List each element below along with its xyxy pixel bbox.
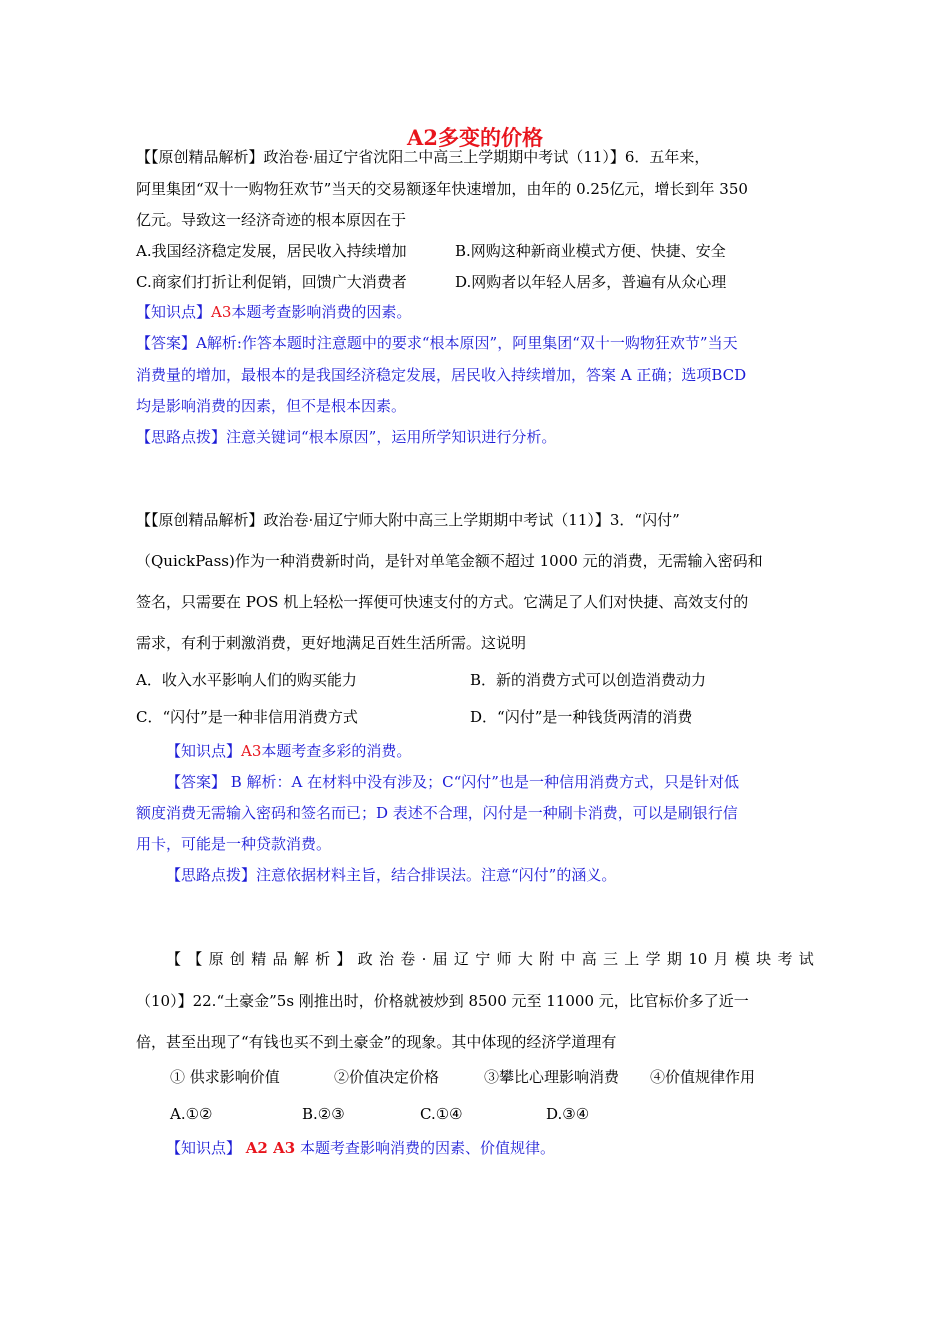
q1-stem-line-1: 【【原创精品解析】政治卷·届辽宁省沈阳二中高三上学期期中考试（11）】6．五年来，: [136, 148, 710, 166]
q3-char: 宁: [475, 950, 491, 968]
q3-stem-line-3: 倍，甚至出现了“有钱也买不到土豪金”的现象。其中体现的经济学道理有: [136, 1033, 617, 1051]
q1-tips: 【思路点拨】注意关键词“根本原因”，运用所学知识进行分析。: [136, 428, 557, 446]
q3-char: 试: [798, 950, 814, 968]
q3-char: 精: [251, 950, 267, 968]
q2-answer-line-2: 额度消费无需输入密码和签名而已；D 表述不合理，闪付是一种刷卡消费，可以是刷银行信: [136, 804, 738, 822]
q1-stem-line-2: 阿里集团“双十一购物狂欢节”当天的交易额逐年快速增加，由年的 0.25亿元，增长到年 350: [136, 180, 748, 198]
q3-knowledge-text: 本题考查影响消费的因素、价值规律。: [299, 1139, 555, 1157]
q3-char: 析: [315, 950, 331, 968]
q2-stem-line-1: 【【原创精品解析】政治卷·届辽宁师大附中高三上学期期中考试（11）】3．“闪付”: [136, 511, 680, 529]
q3-char: 高: [581, 950, 597, 968]
q3-item-3: ③攀比心理影响消费: [484, 1068, 620, 1086]
q3-char: 辽: [453, 950, 469, 968]
q2-knowledge-code: A3: [241, 742, 262, 760]
q1-answer-line-1: 【答案】A解析:作答本题时注意题中的要求“根本原因”，阿里集团“双十一购物狂欢节”当天: [136, 334, 738, 352]
q2-stem-line-4: 需求，有利于刺激消费，更好地满足百姓生活所需。这说明: [136, 634, 527, 652]
q1-option-d: D.网购者以年轻人居多，普遍有从众心理: [455, 273, 727, 291]
q2-option-d: D．“闪付”是一种钱货两清的消费: [470, 708, 693, 726]
q3-choice-c: C.①④: [420, 1105, 463, 1123]
q2-option-a: A．收入水平影响人们的购买能力: [136, 671, 357, 689]
q1-knowledge-label: 【知识点】: [136, 303, 212, 321]
q3-char: 上: [624, 950, 640, 968]
q3-choice-a: A.①②: [170, 1105, 213, 1123]
q3-knowledge-label: 【知识点】: [166, 1139, 242, 1157]
q3-choice-d: D.③④: [546, 1105, 590, 1123]
q3-char: 创: [229, 950, 245, 968]
q3-item-1: ① 供求影响价值: [170, 1068, 280, 1086]
q3-char: 中: [560, 950, 576, 968]
q3-char: 期: [666, 950, 682, 968]
q3-char: 大: [517, 950, 533, 968]
q3-char: 届: [432, 950, 448, 968]
q1-option-c: C.商家们打折让利促销，回馈广大消费者: [136, 273, 407, 291]
q2-knowledge-text: 本题考查多彩的消费。: [261, 742, 412, 760]
q2-tips: 【思路点拨】注意依据材料主旨，结合排误法。注意“闪付”的涵义。: [166, 866, 617, 884]
q3-knowledge-code: A2 A3: [245, 1139, 296, 1157]
q2-stem-line-3: 签名，只需要在 POS 机上轻松一挥便可快速支付的方式。它满足了人们对快捷、高效支付的: [136, 593, 749, 611]
q1-stem-line-3: 亿元。导致这一经济奇迹的根本原因在于: [136, 211, 407, 229]
q3-char: 师: [496, 950, 512, 968]
q3-char: 【: [166, 950, 182, 968]
q3-char: 】: [336, 950, 352, 968]
q3-char: 政: [357, 950, 373, 968]
q1-knowledge-point: [136, 301, 411, 323]
q3-char: 附: [539, 950, 555, 968]
q2-knowledge-point: [166, 740, 411, 762]
q2-answer-line-1: 【答案】 B 解析：A 在材料中没有涉及；C“闪付”也是一种信用消费方式，只是针对低: [166, 773, 739, 791]
q3-item-4: ④价值规律作用: [650, 1068, 756, 1086]
q3-char: 解: [293, 950, 309, 968]
q3-char: 学: [645, 950, 661, 968]
q3-item-2: ②价值决定价格: [334, 1068, 440, 1086]
q3-char: 治: [378, 950, 394, 968]
q2-option-c: C．“闪付”是一种非信用消费方式: [136, 708, 358, 726]
q1-answer-line-3: 均是影响消费的因素，但不是根本因素。: [136, 397, 407, 415]
q3-char: 考: [777, 950, 793, 968]
q1-option-b: B.网购这种新商业模式方便、快捷、安全: [455, 242, 726, 260]
q3-char: 【: [187, 950, 203, 968]
q3-char: 原: [208, 950, 224, 968]
q3-char: 品: [272, 950, 288, 968]
q2-stem-line-2: （QuickPass)作为一种消费新时尚，是针对单笔金额不超过 1000 元的消费，无需输入密码和: [136, 552, 763, 570]
q3-char: 块: [756, 950, 772, 968]
q1-knowledge-code: A3: [211, 303, 232, 321]
q1-answer-line-2: 消费量的增加，最根本的是我国经济稳定发展，居民收入持续增加，答案 A 正确；选项BCD: [136, 366, 747, 384]
q3-stem-line-2: （10）】22.“土豪金”5s 刚推出时，价格就被炒到 8500 元至 11000 元，比官标价多了近一: [136, 992, 749, 1010]
q3-stem-line-1: [166, 948, 814, 970]
page-title: A2多变的价格: [407, 125, 543, 150]
q3-char: 月: [713, 950, 729, 968]
q1-option-a: A.我国经济稳定发展，居民收入持续增加: [136, 242, 407, 260]
q2-answer-line-3: 用卡，可能是一种贷款消费。: [136, 835, 332, 853]
q3-choice-b: B.②③: [302, 1105, 345, 1123]
q3-char: 卷: [400, 950, 416, 968]
q2-option-b: B．新的消费方式可以创造消费动力: [470, 671, 707, 689]
q3-char: ·: [421, 950, 427, 968]
q3-char: 三: [603, 950, 619, 968]
q3-char: 10: [688, 950, 708, 968]
q1-knowledge-text: 本题考查影响消费的因素。: [231, 303, 412, 321]
q3-knowledge-point: [166, 1137, 555, 1159]
q2-knowledge-label: 【知识点】: [166, 742, 242, 760]
q3-char: 模: [734, 950, 750, 968]
